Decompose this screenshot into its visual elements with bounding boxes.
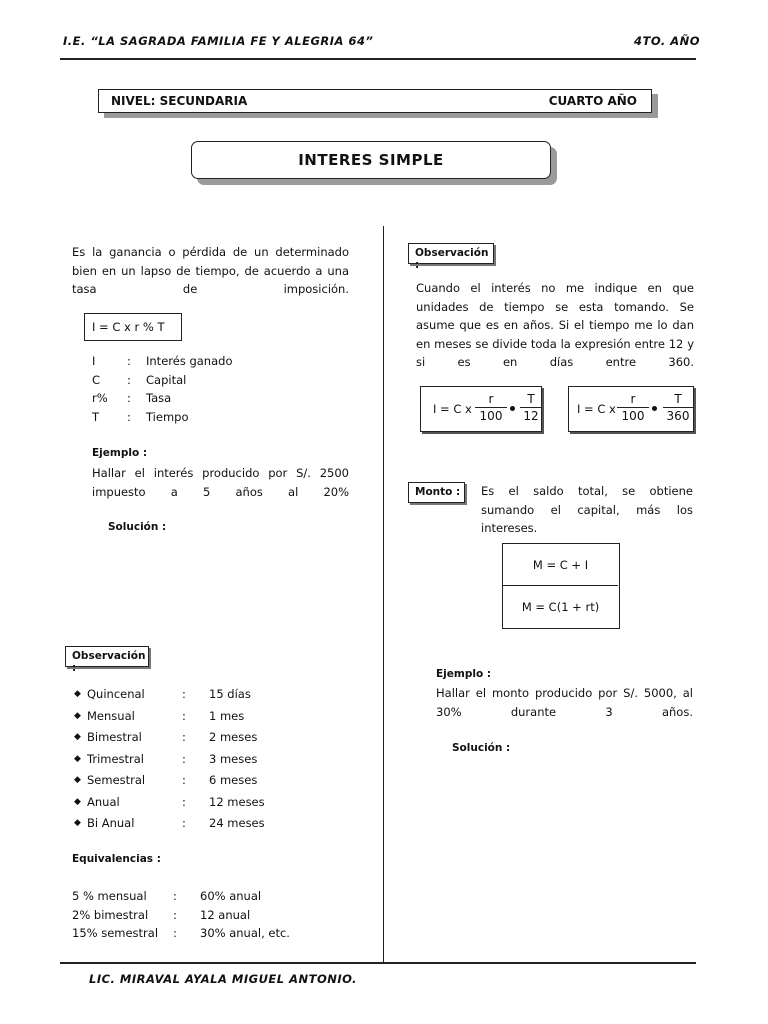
diamond-bullet-icon: ◆ bbox=[74, 797, 81, 807]
ejemplo-text-right: Hallar el monto producido por S/. 5000, al 30% durante 3 años. bbox=[436, 686, 693, 719]
time-fraction: $\frac{T}{12}$ bbox=[520, 392, 542, 423]
equivalencia-row: 2% bimestral : 12 anual bbox=[72, 908, 251, 922]
observacion-label-right: Observación : bbox=[415, 247, 489, 271]
period-row: ◆ Trimestral : 3 meses bbox=[74, 750, 257, 769]
monto-formula-2: M = C(1 + rt) bbox=[521, 599, 600, 614]
period-row: ◆ Semestral : 6 meses bbox=[74, 771, 257, 790]
period-row: ◆ Quincenal : 15 días bbox=[74, 685, 251, 704]
diamond-bullet-icon: ◆ bbox=[74, 775, 81, 785]
definition-row: r% : Tasa bbox=[92, 391, 172, 405]
period-row: ◆ Bimestral : 2 meses bbox=[74, 728, 257, 747]
grade-label: 4TO. AÑO bbox=[634, 34, 701, 48]
monto-formula-box bbox=[502, 543, 620, 629]
definition-row: I : Interés ganado bbox=[92, 354, 233, 368]
observacion-text: Cuando el interés no me indique en que unidades de tiempo se esta tomando. Se asume que es en años. Si el tiempo me lo dan en meses se divide toda la expresión entre 12 y si es en días entre 360. bbox=[416, 281, 694, 369]
observacion-box-right bbox=[408, 243, 494, 271]
author-name: LIC. MIRAVAL AYALA MIGUEL ANTONIO. bbox=[89, 972, 358, 986]
diamond-bullet-icon: ◆ bbox=[74, 689, 81, 699]
observacion-box-left bbox=[65, 646, 149, 674]
school-name: I.E. “LA SAGRADA FAMILIA FE Y ALEGRIA 64” bbox=[63, 34, 374, 48]
rate-fraction: $\frac{r}{100}$ bbox=[617, 392, 649, 423]
ejemplo-label: Ejemplo : bbox=[92, 447, 148, 459]
header-rule bbox=[60, 58, 696, 60]
equivalencias-label: Equivalencias : bbox=[72, 853, 161, 865]
observacion-label-left: Observación : bbox=[72, 650, 146, 674]
footer-rule bbox=[60, 962, 696, 964]
equivalencia-row: 5 % mensual : 60% anual bbox=[72, 889, 262, 903]
monto-box bbox=[408, 482, 465, 503]
period-row: ◆ Anual : 12 meses bbox=[74, 793, 265, 812]
diamond-bullet-icon: ◆ bbox=[74, 754, 81, 764]
column-divider bbox=[383, 226, 384, 962]
period-row: ◆ Mensual : 1 mes bbox=[74, 707, 244, 726]
diamond-bullet-icon: ◆ bbox=[74, 711, 81, 721]
simple-interest-formula: I = C x r % T bbox=[92, 320, 165, 334]
ejemplo-text: Hallar el interés producido por S/. 2500 impuesto a 5 años al 20% bbox=[92, 466, 349, 499]
monto-formula-cell bbox=[503, 544, 618, 586]
formula-months-lhs: I = C x bbox=[433, 402, 472, 416]
nivel-label: NIVEL: SECUNDARIA bbox=[111, 94, 248, 108]
period-row: ◆ Bi Anual : 24 meses bbox=[74, 814, 265, 833]
page-title bbox=[191, 141, 551, 179]
solucion-label-right: Solución : bbox=[452, 742, 511, 754]
diamond-bullet-icon: ◆ bbox=[74, 732, 81, 742]
diamond-bullet-icon: ◆ bbox=[74, 818, 81, 828]
monto-label: Monto : bbox=[415, 486, 461, 498]
multiply-dot-icon bbox=[652, 406, 657, 411]
simple-interest-formula-box bbox=[84, 313, 182, 341]
multiply-dot-icon bbox=[510, 406, 515, 411]
year-label: CUARTO AÑO bbox=[548, 94, 637, 108]
monto-formula-1: M = C + I bbox=[532, 557, 589, 572]
equivalencia-row: 15% semestral : 30% anual, etc. bbox=[72, 926, 290, 940]
time-fraction: $\frac{T}{360}$ bbox=[663, 392, 693, 423]
definition-row: C : Capital bbox=[92, 373, 187, 387]
definition-row: T : Tiempo bbox=[92, 410, 189, 424]
page-title-text: INTERES SIMPLE bbox=[298, 151, 444, 169]
interest-days-formula bbox=[568, 386, 694, 432]
monto-formula-cell bbox=[503, 586, 618, 627]
rate-fraction: $\frac{r}{100}$ bbox=[475, 392, 507, 423]
intro-paragraph: Es la ganancia o pérdida de un determinado bien en un lapso de tiempo, de acuerdo a una tasa de imposición. bbox=[72, 245, 349, 296]
nivel-banner bbox=[98, 89, 652, 113]
ejemplo-label-right: Ejemplo : bbox=[436, 668, 492, 680]
solucion-label: Solución : bbox=[108, 521, 167, 533]
formula-days-lhs: I = C x bbox=[577, 402, 616, 416]
interest-months-formula bbox=[420, 386, 542, 432]
monto-text: Es el saldo total, se obtiene sumando el capital, más los intereses. bbox=[481, 484, 693, 535]
